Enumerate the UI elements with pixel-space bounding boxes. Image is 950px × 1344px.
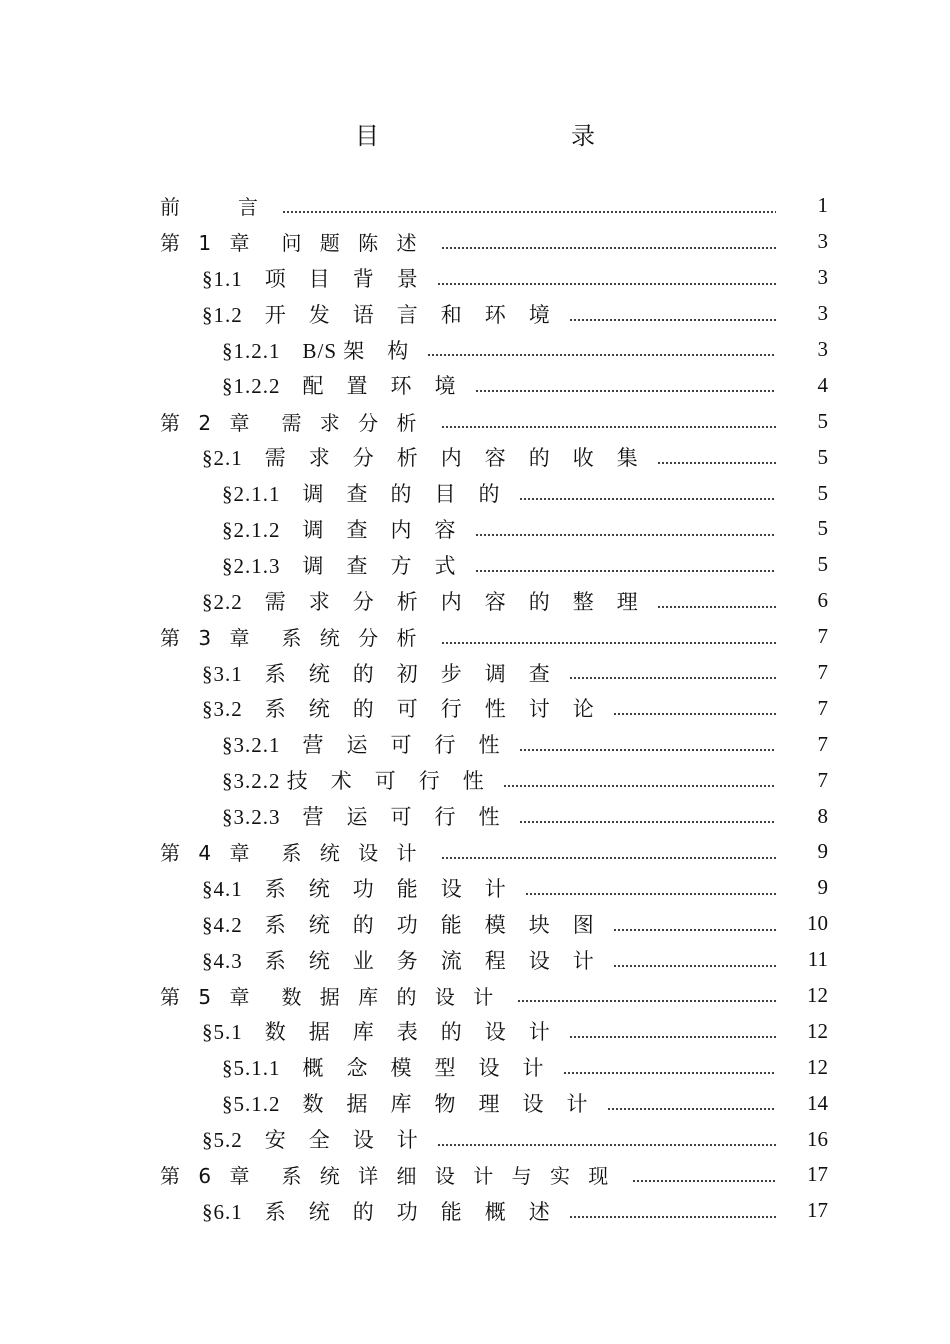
toc-entry[interactable]: [160, 475, 828, 511]
toc-entry-label: §2.1.3 调 查 方 式: [222, 553, 457, 578]
dot-leader: [437, 1127, 776, 1147]
toc-entry-page-number: 7: [817, 624, 828, 649]
toc-entry-label: §1.2.2 配 置 环 境: [222, 374, 457, 399]
toc-entry-page-number: 17: [807, 1162, 828, 1187]
dot-leader: [525, 876, 776, 896]
dot-leader: [475, 517, 777, 537]
toc-entry-page-number: 5: [817, 516, 828, 541]
toc-entry-page-number: 5: [817, 444, 828, 469]
toc-entry[interactable]: [160, 942, 828, 978]
dot-leader: [437, 266, 776, 286]
toc-entry-label: §2.1.2 调 查 内 容: [222, 517, 457, 542]
toc-entry-page-number: 3: [817, 337, 828, 361]
toc-entry-label: §3.2.2 技 术 可 行 性: [222, 769, 485, 794]
toc-entry[interactable]: [160, 1049, 828, 1085]
toc-entry[interactable]: [160, 906, 828, 942]
toc-entry-label: 第 5 章 数 据 库 的 设 计: [160, 985, 500, 1010]
dot-leader: [441, 409, 776, 429]
toc-title: 目 录: [355, 122, 643, 150]
toc-entry[interactable]: [160, 332, 828, 368]
toc-entry[interactable]: [160, 870, 828, 906]
dot-leader: [503, 768, 776, 788]
toc-entry-label: 第 6 章 系 统 详 细 设 计 与 实 现: [160, 1164, 615, 1189]
toc-entry-page-number: 7: [817, 695, 828, 720]
toc-entry[interactable]: [160, 439, 828, 475]
dot-leader: [441, 840, 776, 860]
toc-entry-label: §6.1 系 统 的 功 能 概 述: [202, 1199, 551, 1224]
toc-entry-page-number: 6: [817, 588, 828, 613]
dot-leader: [517, 983, 776, 1003]
toc-entry-page-number: 14: [807, 1090, 828, 1115]
toc-entry-page-number: 12: [807, 983, 828, 1008]
toc-entry[interactable]: [160, 224, 828, 260]
toc-entry-page-number: 9: [817, 875, 828, 900]
dot-leader: [607, 1091, 777, 1111]
toc-entry-label: §3.2.1 营 运 可 行 性: [222, 733, 501, 758]
toc-entry-label: 第 4 章 系 统 设 计: [160, 841, 423, 866]
toc-entry[interactable]: [160, 260, 828, 296]
toc-entry[interactable]: [160, 511, 828, 547]
toc-entry[interactable]: [160, 296, 828, 332]
toc-entry[interactable]: [160, 726, 828, 762]
toc-entry-label: §3.1 系 统 的 初 步 调 查: [202, 661, 551, 686]
toc-entry-label: §3.2.3 营 运 可 行 性: [222, 805, 501, 830]
toc-entry-page-number: 8: [817, 803, 828, 828]
toc-entry[interactable]: [160, 619, 828, 655]
dot-leader: [441, 625, 776, 645]
toc-entry-page-number: 4: [817, 372, 828, 397]
toc-entry[interactable]: [160, 1121, 828, 1157]
dot-leader: [475, 553, 777, 573]
toc-entry[interactable]: [160, 403, 828, 439]
toc-entry-page-number: 7: [817, 731, 828, 756]
toc-entry-label: 前 言: [160, 195, 264, 220]
dot-leader: [427, 337, 776, 357]
toc-entry-label: 第 1 章 问 题 陈 述: [160, 231, 423, 256]
dot-leader: [441, 230, 776, 250]
toc-entry-label: §1.1 项 目 背 景: [202, 266, 419, 291]
dot-leader: [632, 1163, 776, 1183]
toc-entry-page-number: 5: [817, 552, 828, 577]
toc-entry[interactable]: [160, 655, 828, 691]
toc-entry-label: §2.1.1 调 查 的 目 的: [222, 482, 501, 507]
toc-entry[interactable]: [160, 762, 828, 798]
toc-entry[interactable]: [160, 1193, 828, 1229]
toc-entry[interactable]: [160, 1157, 828, 1193]
toc-entry-label: §4.3 系 统 业 务 流 程 设 计: [202, 948, 595, 973]
dot-leader: [282, 194, 776, 214]
dot-leader: [657, 589, 776, 609]
toc-entry-page-number: 5: [817, 408, 828, 433]
toc-entry-page-number: 10: [807, 911, 828, 936]
dot-leader: [569, 660, 776, 680]
toc-entry[interactable]: [160, 1013, 828, 1049]
toc-entry-label: §5.2 安 全 设 计: [202, 1128, 419, 1153]
toc-entry-label: 第 3 章 系 统 分 析: [160, 626, 423, 651]
toc-entry-page-number: 9: [817, 839, 828, 864]
dot-leader: [519, 732, 777, 752]
toc-entry-page-number: 12: [807, 1018, 828, 1043]
toc-entry[interactable]: [160, 367, 828, 403]
dot-leader: [613, 696, 776, 716]
toc-entry[interactable]: [160, 798, 828, 834]
toc-entry-page-number: 11: [807, 947, 828, 972]
toc-entry[interactable]: [160, 583, 828, 619]
toc-entry[interactable]: [160, 547, 828, 583]
dot-leader: [657, 445, 776, 465]
dot-leader: [569, 1199, 776, 1219]
toc-entry-page-number: 3: [817, 229, 828, 254]
toc-entry-page-number: 1: [817, 193, 828, 218]
dot-leader: [569, 1019, 776, 1039]
toc-entry-label: §1.2.1 B/S 架 构: [222, 338, 410, 363]
toc-entry-label: §5.1.1 概 念 模 型 设 计: [222, 1056, 545, 1081]
toc-entry-label: §4.1 系 统 功 能 设 计: [202, 876, 507, 901]
toc-entry-page-number: 3: [817, 265, 828, 290]
toc-entry[interactable]: [160, 690, 828, 726]
toc-entry-page-number: 7: [817, 767, 828, 792]
toc-entry-label: §4.2 系 统 的 功 能 模 块 图: [202, 912, 595, 937]
toc-entry[interactable]: [160, 188, 828, 224]
dot-leader: [613, 948, 776, 968]
dot-leader: [519, 804, 777, 824]
toc-entry-page-number: 7: [817, 660, 828, 685]
toc-entry-label: §5.1 数 据 库 表 的 设 计: [202, 1020, 551, 1045]
table-of-contents: [160, 188, 828, 1229]
dot-leader: [569, 302, 776, 322]
toc-entry[interactable]: [160, 1085, 828, 1121]
toc-entry-label: 第 2 章 需 求 分 析: [160, 410, 423, 435]
dot-leader: [613, 912, 776, 932]
toc-entry-page-number: 17: [807, 1198, 828, 1223]
toc-entry-page-number: 16: [807, 1126, 828, 1151]
dot-leader: [519, 481, 777, 501]
dot-leader: [475, 373, 777, 393]
toc-entry-label: §3.2 系 统 的 可 行 性 讨 论: [202, 697, 595, 722]
toc-entry-page-number: 5: [817, 480, 828, 505]
toc-entry-label: §2.2 需 求 分 析 内 容 的 整 理: [202, 589, 639, 614]
toc-entry[interactable]: [160, 978, 828, 1014]
toc-entry-label: §5.1.2 数 据 库 物 理 设 计: [222, 1092, 589, 1117]
toc-entry-page-number: 12: [807, 1054, 828, 1079]
toc-entry-page-number: 3: [817, 301, 828, 326]
dot-leader: [563, 1055, 777, 1075]
toc-entry-label: §2.1 需 求 分 析 内 容 的 收 集: [202, 446, 639, 471]
toc-entry[interactable]: [160, 834, 828, 870]
toc-entry-label: §1.2 开 发 语 言 和 环 境: [202, 302, 551, 327]
